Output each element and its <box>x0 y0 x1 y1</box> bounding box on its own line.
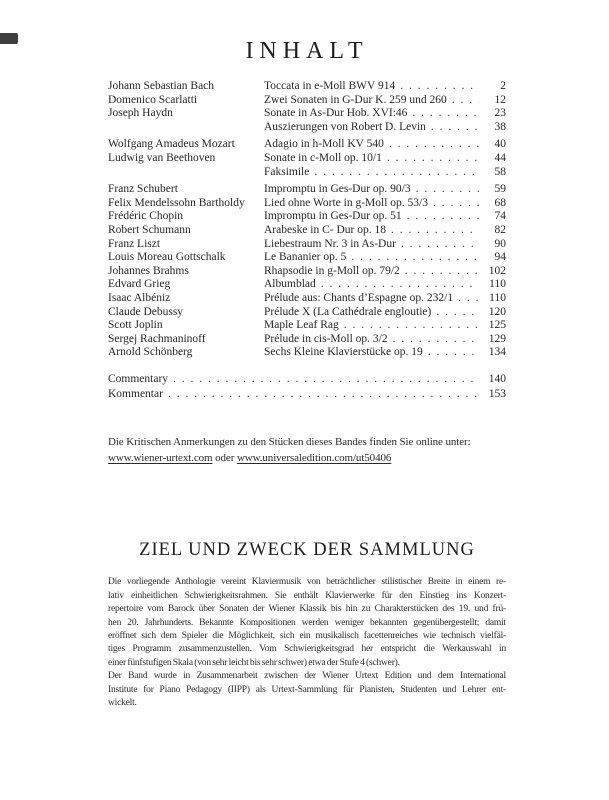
composer-name: Franz Liszt <box>108 237 161 250</box>
dot-leader <box>452 94 479 108</box>
composer-name: Johannes Brahms <box>108 264 189 277</box>
dot-leader <box>314 166 479 180</box>
paragraph-line: Die vorliegende Anthologie vereint Klaviermusik von beträchtlicher stilistischer Breite in einem re- <box>108 577 506 588</box>
note-separator: oder <box>212 452 237 465</box>
toc-row <box>108 80 506 94</box>
page-number: 140 <box>488 372 506 385</box>
dot-leader <box>428 346 479 360</box>
note-text: Die Kritischen Anmerkungen zu den Stücken dieses Bandes finden Sie online unter: <box>108 436 471 449</box>
toc-row <box>108 346 506 360</box>
note-links <box>108 450 506 466</box>
composer-name: Joseph Haydn <box>108 107 173 120</box>
dot-leader <box>458 292 479 306</box>
composer-name: Franz Schubert <box>108 183 178 196</box>
page-number: 110 <box>489 291 506 304</box>
toc-row <box>108 306 506 320</box>
toc-row <box>108 138 506 152</box>
page-number: 12 <box>494 93 506 106</box>
dot-leader <box>173 372 479 387</box>
dot-leader <box>405 265 479 279</box>
page-number: 40 <box>494 138 506 151</box>
composer-name: Robert Schumann <box>108 223 191 236</box>
composer-name: Felix Mendelssohn Bartholdy <box>108 196 245 209</box>
dot-leader <box>351 251 479 265</box>
work-title: Prélude X (La Cathédrale engloutie) <box>264 305 432 318</box>
dot-leader <box>431 121 479 135</box>
composer-name: Claude Debussy <box>108 305 184 318</box>
page-number: 38 <box>494 120 506 133</box>
work-title: Rhapsodie in g-Moll op. 79/2 <box>264 264 400 277</box>
paragraph-line: Der Band wurde in Zusammenarbeit zwischen der Wiener Urtext Edition und dem International <box>108 671 506 682</box>
page-number: 59 <box>494 183 506 196</box>
dot-leader <box>391 224 479 238</box>
work-title: Prélude in cis-Moll op. 3/2 <box>264 332 388 345</box>
page-number: 120 <box>488 305 506 318</box>
backmatter-row <box>108 387 506 402</box>
page-number: 90 <box>494 237 506 250</box>
paragraph-line: wickelt. <box>108 697 137 708</box>
toc-row <box>108 251 506 265</box>
work-title: Impromptu in Ges-Dur op. 90/3 <box>264 183 411 196</box>
work-title: Auszierungen von Robert D. Levin <box>264 120 426 133</box>
work-title: Sechs Kleine Klavierstücke op. 19 <box>264 346 423 359</box>
toc-group <box>108 138 506 179</box>
page-number: 44 <box>494 151 506 164</box>
composer-name: Domenico Scarlatti <box>108 93 198 106</box>
toc-row <box>108 278 506 292</box>
toc-row <box>108 183 506 197</box>
dot-leader <box>393 333 479 347</box>
work-title: Maple Leaf Rag <box>264 319 339 332</box>
work-title: Zwei Sonaten in G-Dur K. 259 und 260 <box>264 93 447 106</box>
dot-leader <box>407 210 479 224</box>
page-number: 153 <box>488 388 506 401</box>
dot-leader <box>401 238 479 252</box>
paragraph-line: repertoire vom Barock über Sonaten der Wiener Klassik bis hin zu Charakterstücken des 19. und frü- <box>108 604 506 615</box>
page-number: 23 <box>494 107 506 120</box>
page-number: 58 <box>494 165 506 178</box>
work-title: Toccata in e-Moll BWV 914 <box>264 80 396 92</box>
table-of-contents <box>108 80 506 360</box>
composer-name: Edvard Grieg <box>108 278 171 291</box>
backmatter <box>108 372 506 402</box>
work-title: Le Bananier op. 5 <box>264 251 347 264</box>
work-title: Sonate in c-Moll op. 10/1 <box>264 151 382 164</box>
online-note <box>108 434 506 466</box>
page-number: 129 <box>488 332 506 345</box>
page-number: 102 <box>488 264 506 277</box>
dot-leader <box>387 152 479 166</box>
page-number: 110 <box>489 278 506 291</box>
dot-leader <box>168 387 479 402</box>
toc-row <box>108 265 506 279</box>
page-number: 82 <box>494 223 506 236</box>
composer-name: Arnold Schönberg <box>108 346 193 359</box>
work-title: Lied ohne Worte in g-Moll op. 53/3 <box>264 196 428 209</box>
paragraph-line: hen 20. Jahrhunderts. Bekannte Kompositionen werden weniger bekannten gegenübergestellt; damit <box>108 617 506 628</box>
toc-row <box>108 94 506 108</box>
work-title: Arabeske in C- Dur op. 18 <box>264 223 387 236</box>
toc-group <box>108 183 506 360</box>
work-title: Albumblad <box>264 278 316 291</box>
dot-leader <box>412 107 479 121</box>
paragraph-line: eröffnet sich dem Spieler die Möglichkeit, sich ein musikalisch facettenreiches wie technisch vielfäl- <box>108 630 506 641</box>
toc-row <box>108 238 506 252</box>
composer-name: Ludwig van Beethoven <box>108 151 216 164</box>
paragraph-line: tiges Programm zusammenzustellen. Vom Schwierigkeitsgrad her entspricht die Werkauswahl in <box>108 644 506 655</box>
paragraph-line: Institute for Piano Pedagogy (IIPP) als Urtext-Sammlung für Pianisten, Studenten und Lehrer ent- <box>108 684 506 695</box>
toc-row <box>108 197 506 211</box>
toc-row <box>108 224 506 238</box>
toc-row <box>108 319 506 333</box>
work-title: Faksimile <box>264 165 310 178</box>
toc-row <box>108 166 506 180</box>
work-title: Adagio in h-Moll KV 540 <box>264 138 384 151</box>
page-number: 2 <box>500 80 506 92</box>
dot-leader <box>400 80 479 94</box>
composer-name: Louis Moreau Gottschalk <box>108 251 226 264</box>
toc-row <box>108 210 506 224</box>
dot-leader <box>416 183 479 197</box>
paragraph <box>108 670 506 710</box>
dot-leader <box>389 138 479 152</box>
paragraph <box>108 576 506 670</box>
work-title: Prélude aus: Chants d’Espagne op. 232/1 <box>264 291 454 304</box>
toc-row <box>108 121 506 135</box>
work-title: Sonate in As-Dur Hob. XVI:46 <box>264 107 408 120</box>
dot-leader <box>433 197 479 211</box>
composer-name: Sergej Rachmaninoff <box>108 332 206 345</box>
composer-name: Scott Joplin <box>108 319 163 332</box>
composer-name: Frédéric Chopin <box>108 210 184 223</box>
page-number: 74 <box>494 210 506 223</box>
work-title: Impromptu in Ges-Dur op. 51 <box>264 210 402 223</box>
page-number: 125 <box>488 319 506 332</box>
work-title: Liebestraum Nr. 3 in As-Dur <box>264 237 396 250</box>
paragraph-line: lativ einheitlichen Schwierigkeitsrahmen. Sie enthält Klavierwerke für den Einstieg ins Konzert- <box>108 590 506 601</box>
backmatter-row <box>108 372 506 387</box>
toc-row <box>108 292 506 306</box>
toc-group <box>108 80 506 134</box>
page-title: INHALT <box>245 38 369 64</box>
wiener-urtext-link[interactable]: www.wiener-urtext.com <box>108 452 213 465</box>
toc-row <box>108 152 506 166</box>
page-number: 68 <box>494 196 506 209</box>
toc-row <box>108 107 506 121</box>
toc-row <box>108 333 506 347</box>
purpose-text <box>108 576 506 710</box>
composer-name: Johann Sebastian Bach <box>108 80 215 92</box>
page-number: 94 <box>494 251 506 264</box>
dot-leader <box>344 319 479 333</box>
composer-name: Wolfgang Amadeus Mozart <box>108 138 235 151</box>
dot-leader <box>321 278 479 292</box>
backmatter-label: Kommentar <box>108 388 163 401</box>
universaledition-link[interactable]: www.universaledition.com/ut50406 <box>236 452 392 465</box>
scan-artifact <box>0 33 18 44</box>
backmatter-label: Commentary <box>108 372 169 385</box>
section-heading: ZIEL UND ZWECK DER SAMMLUNG <box>139 540 475 561</box>
paragraph-line: einer fünfstufigen Skala (von sehr leicht bis sehr schwer) etwa der Stufe 4 (schwer). <box>108 657 400 668</box>
composer-name: Isaac Albéniz <box>108 291 171 304</box>
page-number: 134 <box>488 346 506 359</box>
dot-leader <box>436 306 479 320</box>
